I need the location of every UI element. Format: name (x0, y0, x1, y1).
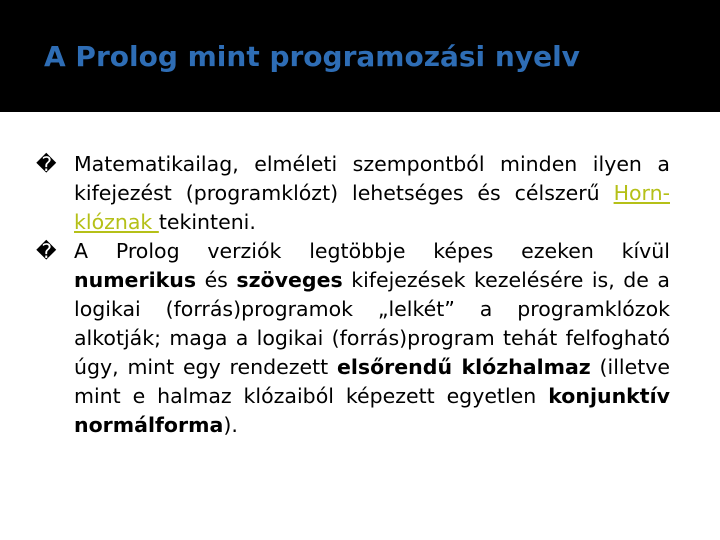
bullet-item-1 (36, 150, 670, 237)
bullet-1-text-end: tekinteni. (158, 210, 256, 234)
slide-body (36, 150, 670, 440)
bullet-2-text-a: A Prolog verziók legtöbbje képes ezeken kívül (74, 239, 670, 263)
bullet-2-text-c: kifejezések kezelésére is, de a logikai (forrás)programok „lelkét” a programklózok alkotják; maga a logikai (forrás)program tehát felfogható úgy, mint egy rendezett (74, 268, 670, 379)
bullet-2-text-e: ). (223, 413, 238, 437)
bold-term-normalforma: konjunktív normálforma (74, 384, 670, 437)
bullet-1-text: Matematikailag, elméleti szempontból minden ilyen a kifejezést (programklózt) lehetséges és célszerű (74, 152, 670, 205)
bullet-2-text-b: és (196, 268, 237, 292)
horn-clause-link[interactable]: Horn-klóznak (74, 181, 670, 234)
bullet-marker-icon: � (36, 239, 57, 263)
bold-term-klozhalmaz: elsőrendű klózhalmaz (336, 355, 591, 379)
bullet-2-text-d: (illetve mint e halmaz klózaiból képezett egyetlen (74, 355, 670, 408)
bold-term-numerikus: numerikus (74, 268, 197, 292)
title-bar (0, 0, 720, 112)
bullet-marker-icon: � (36, 152, 57, 176)
slide-title: A Prolog mint programozási nyelv (44, 40, 580, 73)
bold-term-szoveges: szöveges (236, 268, 343, 292)
bullet-item-2 (36, 237, 670, 440)
